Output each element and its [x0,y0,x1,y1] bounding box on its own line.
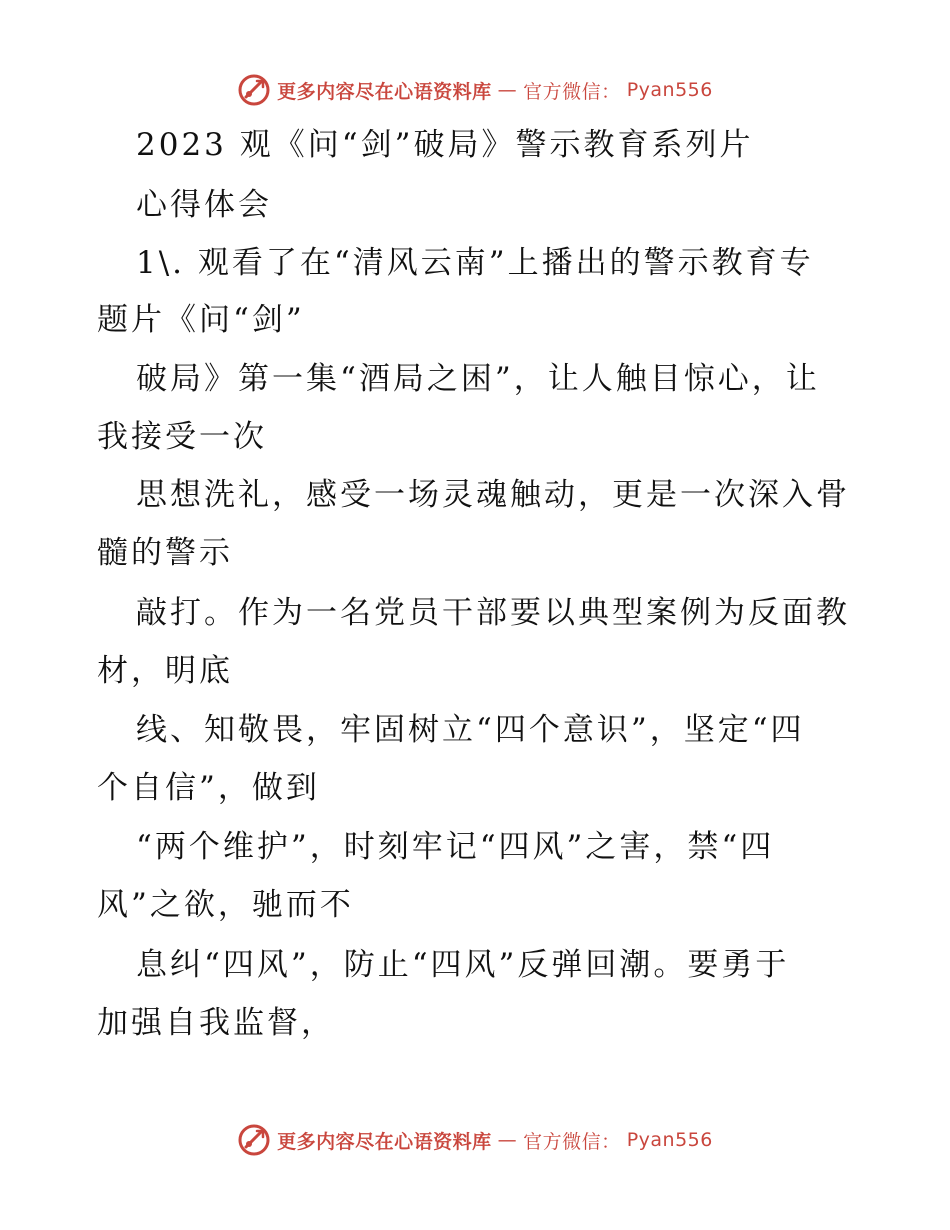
paragraph-line: 个自信”，做到 [97,770,320,806]
paragraph-line: 敲打。作为一名党员干部要以典型案例为反面教 [136,595,850,631]
paragraph-line: 息纠“四风”，防止“四风”反弹回潮。要勇于 [136,947,790,983]
logo-icon [237,73,271,107]
paragraph-line: 材，明底 [97,653,233,689]
footer-watermark [0,1120,950,1160]
paragraph-line: 题片《问“剑” [97,302,305,338]
watermark-label: 官方微信： [523,1130,621,1153]
paragraph-line: 线、知敬畏，牢固树立“四个意识”，坚定“四 [136,712,805,748]
header-watermark [0,70,950,110]
watermark-brand: 更多内容尽在心语资料库 [277,80,492,103]
paragraph-line: 破局》第一集“酒局之困”，让人触目惊心，让 [136,361,820,397]
watermark-separator: — [497,1129,518,1151]
document-subtitle: 心得体会 [136,187,272,223]
paragraph-line: 思想洗礼，感受一场灵魂触动，更是一次深入骨 [136,477,850,513]
paragraph-line: 我接受一次 [97,419,267,455]
watermark-wechat-id: Pyan556 [626,79,713,101]
watermark-brand: 更多内容尽在心语资料库 [277,1130,492,1153]
paragraph-line: 风”之欲，驰而不 [97,887,354,923]
logo-icon [237,1123,271,1157]
paragraph-line: “两个维护”，时刻牢记“四风”之害，禁“四 [136,829,775,865]
paragraph-line: 1\. 观看了在“清风云南”上播出的警示教育专 [136,245,814,281]
paragraph-line: 髓的警示 [97,535,233,571]
watermark-wechat-id: Pyan556 [626,1129,713,1151]
document-title: 2023 观《问“剑”破局》警示教育系列片 [136,127,754,163]
watermark-separator: — [497,79,518,101]
paragraph-line: 加强自我监督， [97,1005,335,1041]
watermark-label: 官方微信： [523,80,621,103]
